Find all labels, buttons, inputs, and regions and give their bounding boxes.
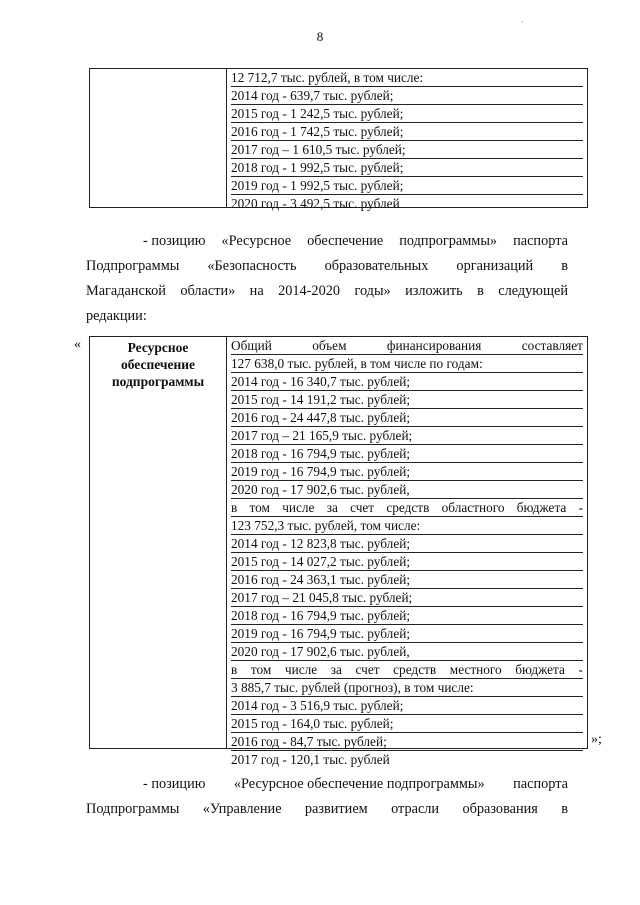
word: в [231,662,238,677]
word: изложить [405,283,463,299]
word: в [231,500,238,515]
label-line: Ресурсное [127,340,189,355]
resource-value-cell [227,337,587,767]
word: «Управление [202,801,282,817]
word: объем [312,338,347,353]
funding-line: 127 638,0 тыс. рублей, в том числе по годам: [231,355,583,373]
word: подпрограммы» [399,233,498,249]
word: средств [393,662,437,677]
corner-mark: · [521,17,524,27]
paragraph-line [86,254,568,279]
funding-line: 2015 год - 14 027,2 тыс. рублей; [231,553,583,571]
close-quote: »; [591,732,602,747]
word: «Безопасность [207,258,297,274]
resource-provision-table [89,336,588,767]
word: за [326,500,338,515]
open-quote: « [74,337,81,352]
page-number: 8 [316,29,324,44]
word: в [477,283,484,299]
local-budget-line [231,661,583,679]
funding-line: 2018 год - 16 794,9 тыс. рублей; [231,445,583,463]
word: 2014-2020 [278,283,341,299]
word: годы» [354,283,391,299]
funding-line: 2020 год - 3 492,5 тыс. рублей [231,196,400,211]
word: образования [462,801,538,817]
word: счет [350,500,375,515]
funding-line: 2019 год - 1 992,5 тыс. рублей; [231,177,583,195]
word: паспорта [513,776,568,792]
paragraph-line [86,304,568,329]
funding-line: 2015 год - 1 242,5 тыс. рублей; [231,105,583,123]
table-left-cell [90,69,227,207]
word: Подпрограммы [86,801,180,817]
word: бюджета [516,500,567,515]
label-line: подпрограммы [111,374,205,389]
funding-line: 2018 год - 1 992,5 тыс. рублей; [231,159,583,177]
word: редакции: [86,308,147,324]
regional-budget-line [231,499,583,517]
paragraph-line [86,797,568,822]
funding-line: 2020 год - 17 902,6 тыс. рублей, [231,481,583,499]
funding-line: 2018 год - 16 794,9 тыс. рублей; [231,607,583,625]
funding-line: 2017 год – 21 165,9 тыс. рублей; [231,427,583,445]
instruction-paragraph-2 [86,772,568,822]
funding-line: 2014 год - 3 516,9 тыс. рублей; [231,697,583,715]
word: образовательных [324,258,429,274]
funding-table-continued [89,68,588,211]
funding-line: 2019 год - 16 794,9 тыс. рублей; [231,463,583,481]
paragraph-line [86,772,568,797]
total-funding-line [231,337,583,355]
word: на [249,283,264,299]
funding-line: 2016 год - 24 447,8 тыс. рублей; [231,409,583,427]
paragraph-line [86,229,568,254]
word: - [578,662,583,677]
funding-line: 123 752,3 тыс. рублей, том числе: [231,517,583,535]
word: развитием [304,801,368,817]
funding-line: 3 885,7 тыс. рублей (прогноз), в том числе: [231,679,583,697]
word: паспорта [513,233,568,249]
word: в [561,258,568,274]
word: «Ресурсное [221,233,292,249]
funding-line: 2014 год - 639,7 тыс. рублей; [231,87,583,105]
word: местного [449,662,502,677]
word: Подпрограммы [86,258,180,274]
word: бюджета [515,662,565,677]
word: том [250,662,272,677]
word: Общий [231,338,272,353]
word: финансирования [386,338,482,353]
word: «Ресурсное обеспечение подпрограммы» [233,776,485,792]
word: средств [386,500,430,515]
word: - позицию [143,776,206,792]
word: организаций [456,258,534,274]
word: том [249,500,270,515]
word: счет [355,662,380,677]
funding-line: 2017 год – 21 045,8 тыс. рублей; [231,589,583,607]
instruction-paragraph-1 [86,229,568,329]
label-line: обеспечение [120,357,196,372]
funding-line: 2015 год - 14 191,2 тыс. рублей; [231,391,583,409]
funding-line: 2017 год – 1 610,5 тыс. рублей; [231,141,583,159]
funding-line: 2017 год - 120,1 тыс. рублей [231,752,390,767]
resource-label-cell [90,337,227,748]
word: числе [282,500,315,515]
word: - [578,500,583,515]
word: следующей [498,283,568,299]
funding-line: 2020 год - 17 902,6 тыс. рублей, [231,643,583,661]
word: области» [180,283,236,299]
word: числе [284,662,318,677]
funding-line: 2016 год - 24 363,1 тыс. рублей; [231,571,583,589]
funding-line: 2014 год - 16 340,7 тыс. рублей; [231,373,583,391]
word: составляет [521,338,583,353]
word: отрасли [391,801,440,817]
word: за [330,662,342,677]
funding-line: 2014 год - 12 823,8 тыс. рублей; [231,535,583,553]
word: Магаданской [86,283,166,299]
paragraph-line [86,279,568,304]
word: - позицию [143,233,206,249]
table-right-cell [227,69,587,211]
word: обеспечение [307,233,384,249]
funding-line: 2019 год - 16 794,9 тыс. рублей; [231,625,583,643]
word: в [561,801,568,817]
funding-line: 2015 год - 164,0 тыс. рублей; [231,715,583,733]
funding-line: 2016 год - 1 742,5 тыс. рублей; [231,123,583,141]
funding-line: 12 712,7 тыс. рублей, в том числе: [231,69,583,87]
word: областного [441,500,505,515]
funding-line: 2016 год - 84,7 тыс. рублей; [231,733,583,751]
